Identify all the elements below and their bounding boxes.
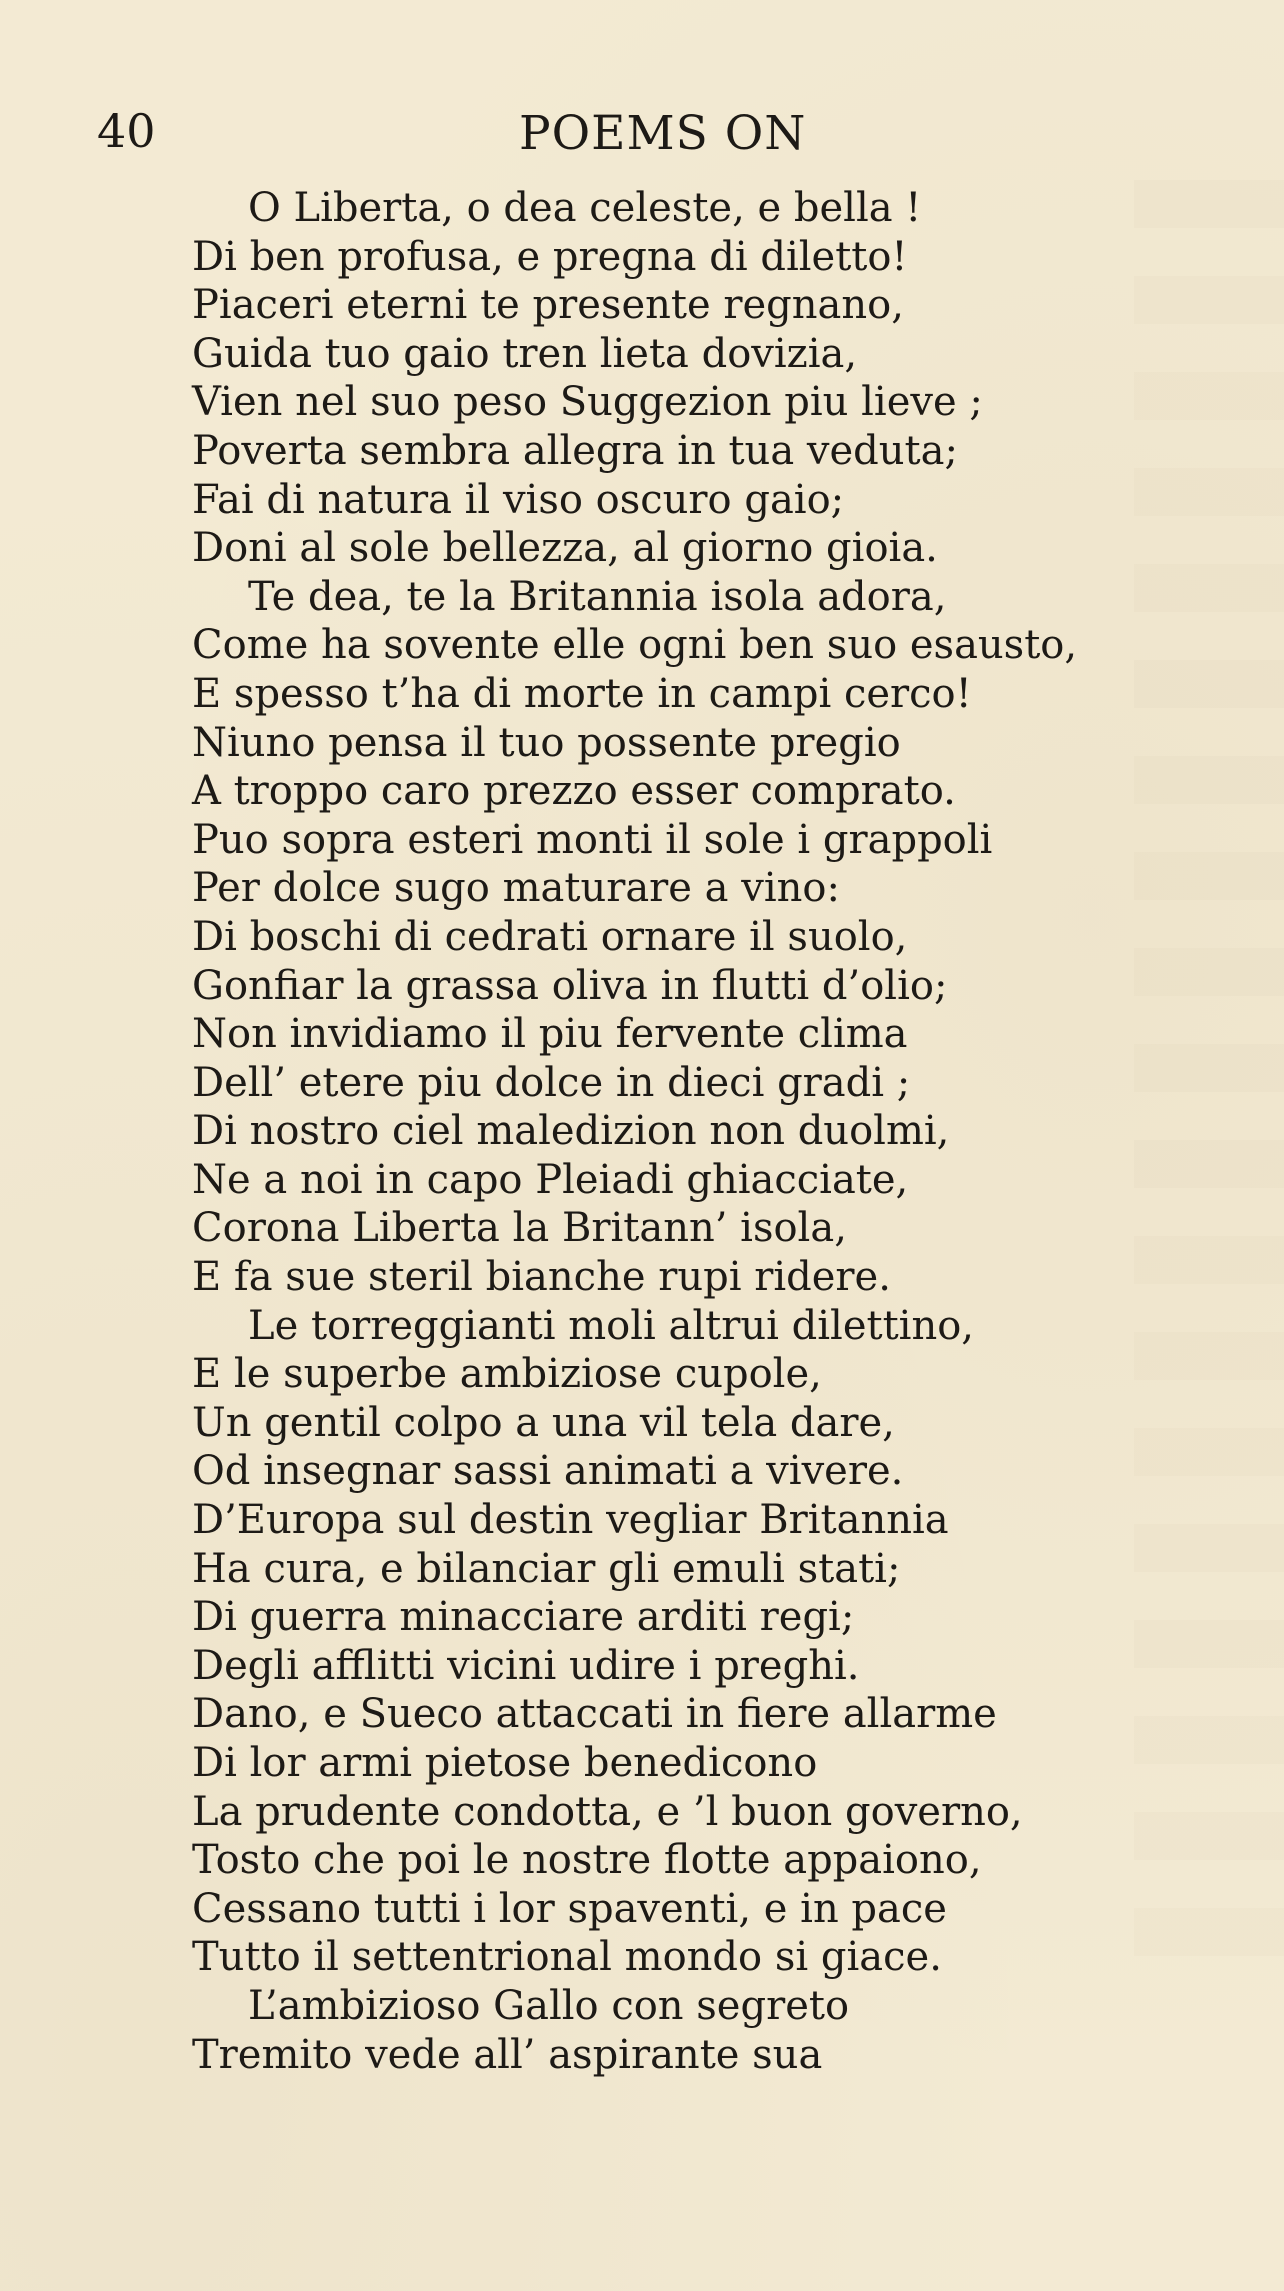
poem-line: Te dea, te la Britannia isola adora, — [248, 573, 947, 620]
poem-line: L’ambizioso Gallo con segreto — [248, 1982, 850, 2029]
running-title: POEMS ON — [519, 106, 807, 161]
poem-line: Vien nel suo peso Suggezion piu lieve ; — [192, 379, 983, 426]
poem-line: Ne a noi in capo Pleiadi ghiacciate, — [192, 1156, 909, 1203]
poem-line: Fai di natura il viso oscuro gaio; — [192, 476, 845, 523]
poem-line: Od insegnar sassi animati a vivere. — [192, 1448, 904, 1495]
poem-line: Cessano tutti i lor spaventi, e in pace — [192, 1885, 947, 1932]
poem-line: Tutto il settentrional mondo si giace. — [192, 1934, 942, 1981]
poem-line: Degli afflitti vicini udire i preghi. — [192, 1642, 860, 1689]
poem-line: O Liberta, o dea celeste, e bella ! — [248, 185, 922, 231]
poem-line: Niuno pensa il tuo possente pregio — [192, 719, 901, 766]
poem-line: Dell’ etere piu dolce in dieci gradi ; — [192, 1059, 911, 1106]
poem-line: Tosto che poi le nostre flotte appaiono, — [192, 1837, 982, 1884]
page-number: 40 — [97, 104, 156, 158]
poem-line: A troppo caro prezzo esser comprato. — [192, 768, 956, 815]
poem-line: E le superbe ambiziose cupole, — [192, 1351, 822, 1398]
poem-line: Corona Liberta la Britann’ isola, — [192, 1205, 847, 1252]
poem-line: Puo sopra esteri monti il sole i grappoli — [192, 816, 993, 863]
poem-line: Di lor armi pietose benedicono — [192, 1740, 818, 1786]
poem-line: Guida tuo gaio tren lieta dovizia, — [192, 330, 858, 377]
poem-line: Ha cura, e bilanciar gli emuli stati; — [192, 1545, 901, 1592]
poem-line: Dano, e Sueco attaccati in fiere allarme — [192, 1691, 997, 1738]
poem-line: E spesso t’ha di morte in campi cerco! — [192, 670, 972, 717]
poem-line: Di guerra minacciare arditi regi; — [192, 1594, 855, 1641]
poem-line: Come ha sovente elle ogni ben suo esausto, — [192, 622, 1078, 669]
poem-line: Un gentil colpo a una vil tela dare, — [192, 1399, 895, 1446]
poem-line: Doni al sole bellezza, al giorno gioia. — [192, 525, 938, 572]
poem-line: E fa sue steril bianche rupi ridere. — [192, 1254, 891, 1301]
poem-line: Di ben profusa, e pregna di diletto! — [192, 233, 908, 280]
poem-line: Di nostro ciel maledizion non duolmi, — [192, 1108, 950, 1155]
poem-line: La prudente condotta, e ’l buon governo, — [192, 1788, 1023, 1835]
poem-line: Piaceri eterni te presente regnano, — [192, 282, 904, 329]
poem-line: Non invidiamo il piu fervente clima — [192, 1011, 908, 1058]
poem-line: Tremito vede all’ aspirante sua — [192, 2031, 823, 2078]
poem-line: D’Europa sul destin vegliar Britannia — [192, 1497, 949, 1544]
poem-line: Poverta sembra allegra in tua veduta; — [192, 427, 958, 474]
poem-text — [192, 184, 1252, 2079]
poem-line: Per dolce sugo maturare a vino: — [192, 865, 840, 912]
poem-line: Di boschi di cedrati ornare il suolo, — [192, 913, 908, 960]
poem-line: Le torreggianti moli altrui dilettino, — [248, 1302, 974, 1349]
poem-line: Gonfiar la grassa oliva in flutti d’olio; — [192, 962, 948, 1009]
